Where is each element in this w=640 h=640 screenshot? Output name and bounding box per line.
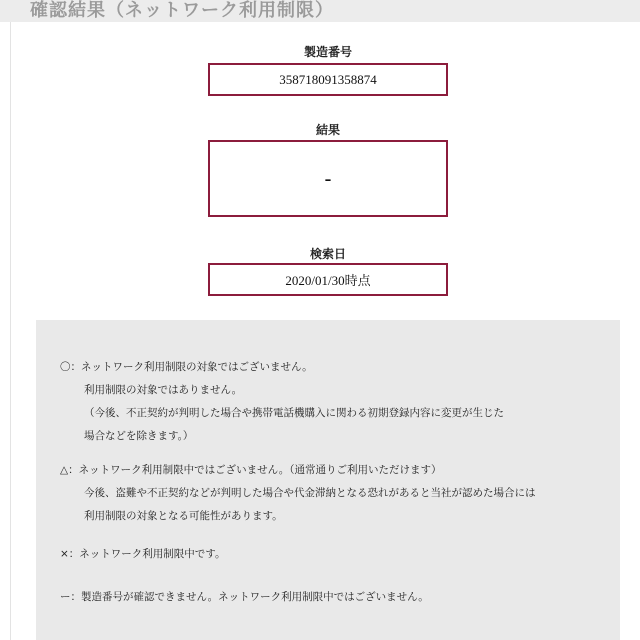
- legend-text: 場合などを除きます。）: [84, 430, 194, 442]
- legend-text: 今後、盗難や不正契約などが判明した場合や代金滞納となる恐れがあると当社が認めた場合には: [84, 487, 536, 499]
- header-bar: [0, 0, 640, 22]
- serial-number-value: 358718091358874: [279, 71, 377, 87]
- legend-panel: [36, 320, 620, 640]
- serial-number-box: [208, 63, 448, 96]
- result-box: [208, 140, 448, 217]
- result-value: -: [324, 166, 332, 191]
- legend-text: ー：製造番号が確認できません。ネットワーク利用制限中ではございません。: [60, 591, 429, 603]
- legend-text: 利用制限の対象となる可能性があります。: [84, 510, 283, 522]
- search-date-value: 2020/01/30時点: [285, 273, 371, 288]
- left-divider: [10, 22, 11, 640]
- legend-text: 〇：ネットワーク利用制限の対象ではございません。: [60, 361, 313, 373]
- legend-item-circle: [60, 356, 504, 448]
- legend-text: ×：ネットワーク利用制限中です。: [60, 548, 226, 560]
- legend-text: （今後、不正契約が判明した場合や携帯電話機購入に関わる初期登録内容に変更が生じた: [84, 407, 504, 419]
- legend-text: 利用制限の対象ではありません。: [84, 384, 243, 396]
- search-date-label: 検索日: [309, 247, 346, 261]
- page-title: 確認結果（ネットワーク利用制限）: [30, 0, 334, 21]
- legend-item-cross: [60, 543, 225, 566]
- legend-text: △：ネットワーク利用制限中ではございません。（通常通りご利用いただけます）: [60, 464, 442, 476]
- serial-number-label: 製造番号: [303, 45, 352, 59]
- result-label: 結果: [315, 123, 340, 137]
- legend-item-triangle: [60, 459, 536, 528]
- search-date-box: [208, 263, 448, 296]
- legend-item-dash: [60, 586, 429, 609]
